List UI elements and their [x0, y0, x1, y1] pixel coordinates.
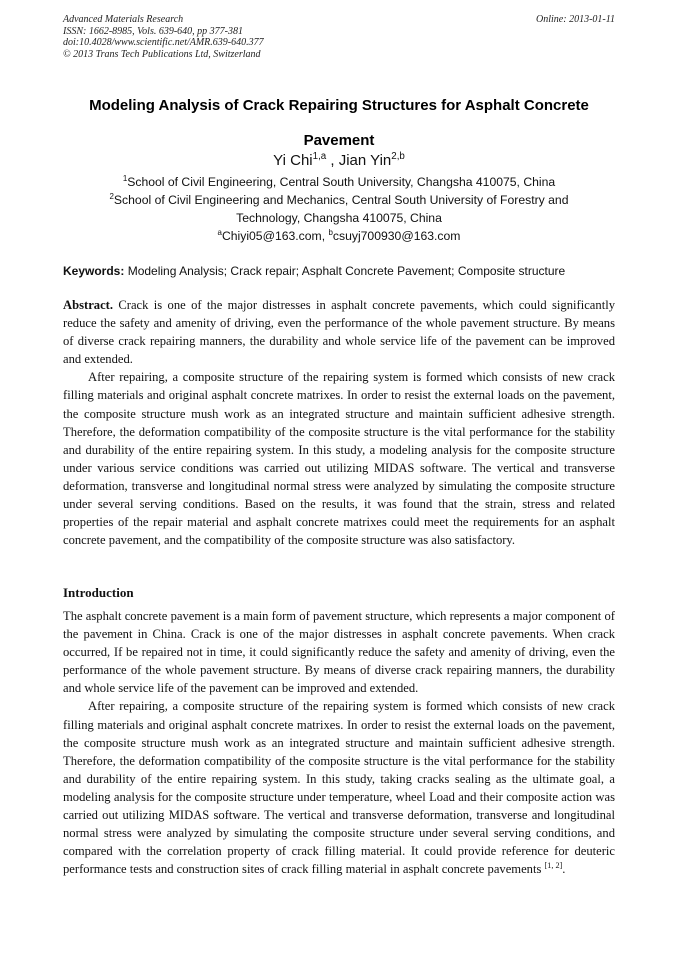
introduction-paragraph-1: The asphalt concrete pavement is a main form of pavement structure, which represents a major component of the pavement in China. Crack is one of the major distresses in asphalt concrete pavements. When crack occurred, If be repaired not in time, it could significantly reduce the safety and amenity of driving, even the performance of the whole pavement structure. By means of diverse crack repairing manners, the durability and whole service life of the pavement can be improved and extended.: [63, 609, 615, 696]
journal-header: [63, 14, 264, 60]
abstract-paragraph-2: After repairing, a composite structure of the repairing system is formed which consists of new crack filling materials and original asphalt concrete matrixes. In order to resist the external loads on the pavement, the composite structure mush work as an integrated structure and maintain sufficient adhesive strength. Therefore, the deformation compatibility of the composite structure is the vital performance for the stability and durability of the entire repairing system. In this study, a modeling analysis for the composite structure under various service conditions was carried out utilizing MIDAS software. The vertical and transverse deformation, transverse and longitudinal normal stress were analyzed by simulating the composite structure under several serving conditions. Based on the results, it was found that the strain, stress and related properties of the repair material and asphalt concrete matrixes could meet the requirements for an asphalt concrete pavement, and the compatibility of the composite structure was also satisfactory.: [63, 370, 615, 548]
doi-line: doi:10.4028/www.scientific.net/AMR.639-640.377: [63, 37, 264, 48]
email-mark: b: [328, 227, 333, 237]
issn-line: ISSN: 1662-8985, Vols. 639-640, pp 377-381: [63, 25, 243, 37]
abstract: [63, 296, 615, 549]
affiliation-text: School of Civil Engineering, Central South University, Changsha 410075, China: [127, 175, 556, 189]
author-separator: ,: [326, 152, 339, 169]
author-affiliation-mark: 1,a: [312, 151, 327, 162]
keywords-label: Keywords:: [63, 264, 125, 278]
abstract-paragraph: [63, 296, 615, 368]
author-name: Jian Yin: [338, 152, 392, 169]
affiliations: [90, 173, 588, 245]
author-name: Yi Chi: [273, 152, 313, 169]
affiliation-mark: 2: [109, 191, 114, 201]
section-heading-introduction: Introduction: [63, 585, 134, 600]
abstract-label: Abstract.: [63, 298, 114, 312]
keywords: [63, 262, 615, 280]
keywords-text: Modeling Analysis; Crack repair; Asphalt Concrete Pavement; Composite structure: [124, 264, 566, 278]
author-line: [63, 151, 615, 171]
introduction-body: [63, 607, 615, 878]
citation-reference[interactable]: [1, 2]: [544, 861, 563, 871]
affiliation-1: [90, 173, 588, 191]
email-line: [90, 227, 588, 245]
author-affiliation-mark: 2,b: [391, 151, 405, 162]
sentence-end: .: [562, 862, 566, 877]
abstract-text: Crack is one of the major distresses in asphalt concrete pavements, which could significantly reduce the safety and amenity of driving, even the performance of the whole pavement structure. By means of diverse crack repairing manners, the durability and whole service life of the pavement can be improved and extended.: [63, 298, 615, 367]
paper-title: Modeling Analysis of Crack Repairing Structures for Asphalt Concrete Pavement: [89, 97, 589, 149]
introduction-paragraph-2: [63, 697, 615, 878]
affiliation-text: School of Civil Engineering and Mechanics, Central South University of Forestry and Technology, Changsha 410075, China: [113, 193, 569, 225]
email-address: Chiyi05@163.com,: [221, 229, 329, 243]
affiliation-mark: 1: [122, 173, 128, 183]
introduction-text: After repairing, a composite structure of the repairing system is formed which consists of new crack filling materials and original asphalt concrete matrixes. In order to resist the external loads on the pavement, the composite structure mush work as an integrated structure and maintain sufficient adhesive strength. Therefore, the deformation compatibility of the composite structure is the vital performance for the stability and durability of the entire repairing system. In this study, taking cracks sealing as the ultimate goal, a modeling analysis for the composite structure under temperature, wheel Load and their composite action was carried out utilizing MIDAS software. The vertical and transverse deformation, transverse and longitudinal normal stress were analyzed by simulating the composite structure under several serving conditions, and compared with the correlation property of crack filling material. It could provide reference for deuteric performance tests and construction sites of crack filling material in asphalt concrete pavements: [63, 699, 615, 877]
copyright-line: © 2013 Trans Tech Publications Ltd, Switzerland: [63, 48, 261, 60]
online-date: Online: 2013-01-11: [536, 14, 615, 25]
affiliation-2: [90, 191, 588, 227]
email-mark: a: [217, 227, 222, 237]
journal-name: Advanced Materials Research: [63, 14, 184, 25]
email-address: csuyj700930@163.com: [332, 229, 461, 243]
